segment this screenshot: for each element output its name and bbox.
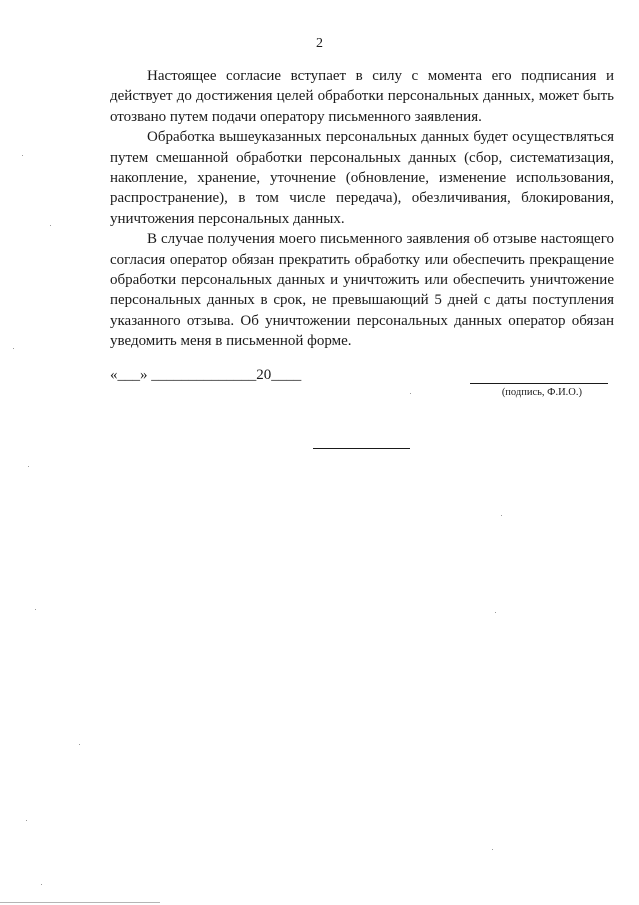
scan-speck — [28, 466, 29, 467]
scan-speck — [79, 744, 80, 745]
scan-speck — [492, 849, 493, 850]
scan-speck — [501, 515, 502, 516]
scan-speck — [35, 609, 36, 610]
signature-block — [110, 367, 614, 407]
document-end-rule — [313, 448, 410, 449]
paragraph-processing-methods: Обработка вышеуказанных персональных данных будет осуществляться путем смешанной обработки персональных данных (сбор, систематизация, накопление, хранение, уточнение (обновление, изменение использования, распространение), в том числе передача), обезличивания, блокирования, уничтожения персональных данных. — [110, 129, 614, 227]
paragraph-revocation: В случае получения моего письменного заявления об отзыве настоящего согласия оператор обязан прекратить обработку или обеспечить прекращение обработки персональных данных и уничтожить или обеспечить уничтожение персональных данных в срок, не превышающий 5 дней с даты поступления указанного отзыва. Об уничтожении персональных данных оператор обязан уведомить меня в письменной форме. — [110, 231, 614, 350]
signature-caption: (подпись, Ф.И.О.) — [501, 387, 582, 398]
date-field: «___» ______________20____ — [110, 367, 302, 383]
page-number: 2 — [316, 36, 323, 51]
scan-speck — [26, 820, 27, 821]
scan-speck — [495, 612, 496, 613]
scan-speck — [50, 225, 51, 226]
signature-line — [470, 383, 608, 384]
scan-speck — [22, 155, 23, 156]
scan-speck — [410, 393, 411, 394]
scan-speck — [41, 884, 42, 885]
scan-speck — [13, 348, 14, 349]
paragraph-consent-validity: Настоящее согласие вступает в силу с момента его подписания и действует до достижения целей обработки персональных данных, может быть отозвано путем подачи оператору письменного заявления. — [110, 68, 614, 125]
document-body — [110, 66, 614, 352]
scan-edge-line — [0, 902, 160, 903]
